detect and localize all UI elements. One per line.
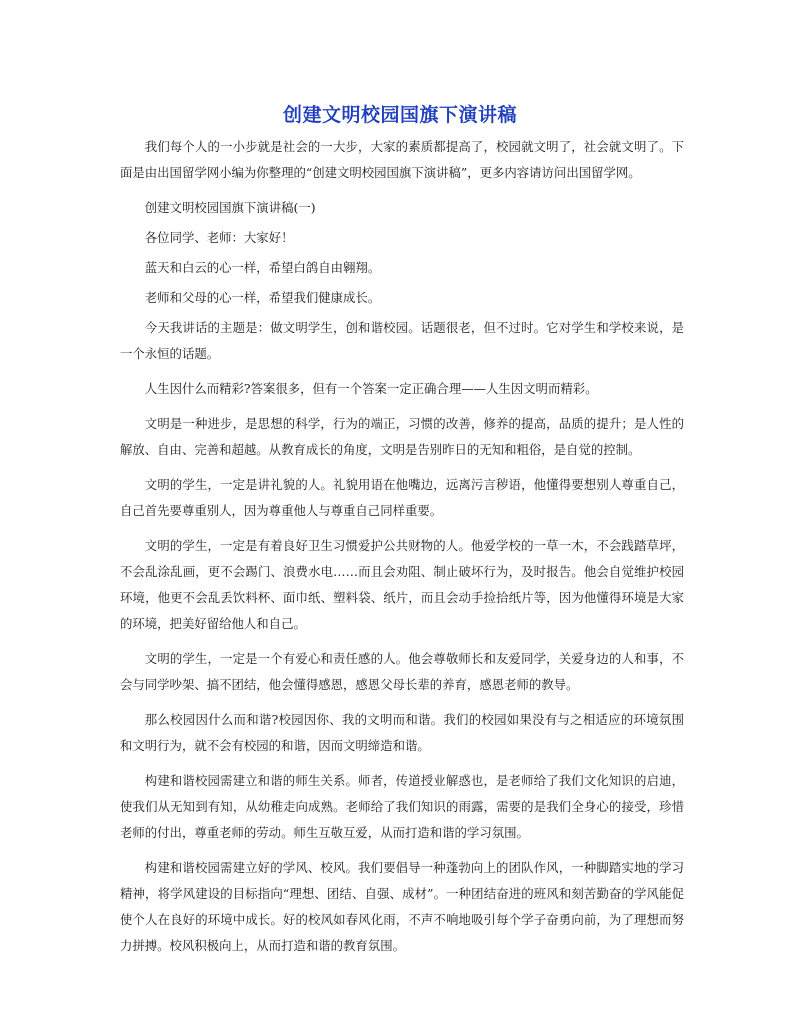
paragraph: 那么校园因什么而和谐?校园因你、我的文明而和谐。我们的校园如果没有与之相适应的环境氛围和文明行为，就不会有校园的和谐，因而文明缔造和谐。 [120,712,684,753]
paragraph-section-heading: 创建文明校园国旗下演讲稿(一) [144,200,316,215]
paragraph: 人生因什么而精彩?答案很多，但有一个答案一定正确合理——人生因文明而精彩。 [144,381,598,396]
document-body [120,134,684,968]
paragraph: 构建和谐校园需建立和谐的师生关系。师者，传道授业解惑也，是老师给了我们文化知识的启迪，使我们从无知到有知，从幼稚走向成熟。老师给了我们知识的雨露，需要的是我们全身心的接受，珍惜老师的付出，尊重老师的劳动。师生互敬互爱，从而打造和谐的学习氛围。 [120,773,684,840]
paragraph: 老师和父母的心一样，希望我们健康成长。 [144,290,381,305]
paragraph-intro: 我们每个人的一小步就是社会的一大步，大家的素质都提高了，校园就文明了，社会就文明了。下面是由出国留学网小编为你整理的“创建文明校园国旗下演讲稿”，更多内容请访问出国留学网。 [120,139,684,180]
paragraph: 构建和谐校园需建立好的学风、校风。我们要倡导一种蓬勃向上的团队作风，一种脚踏实地的学习精神，将学风建设的目标指向“理想、团结、自强、成材”。一种团结奋进的班风和刻苦勤奋的学风能促使个人在良好的环境中成长。好的校风如春风化雨，不声不响地吸引每个学子奋勇向前，为了理想而努力拼搏。校风积极向上，从而打造和谐的教育氛围。 [120,860,684,953]
paragraph: 文明是一种进步，是思想的科学，行为的端正，习惯的改善，修养的提高，品质的提升；是人性的解放、自由、完善和超越。从教育成长的角度，文明是告别昨日的无知和粗俗，是自觉的控制。 [120,416,684,457]
paragraph: 文明的学生，一定是一个有爱心和责任感的人。他会尊敬师长和友爱同学，关爱身边的人和事，不会与同学吵架、搞不团结，他会懂得感恩，感恩父母长辈的养育，感恩老师的教导。 [120,651,684,692]
paragraph: 文明的学生，一定是讲礼貌的人。礼貌用语在他嘴边，远离污言秽语，他懂得要想别人尊重自己，自己首先要尊重别人，因为尊重他人与尊重自己同样重要。 [120,477,684,518]
paragraph: 蓝天和白云的心一样，希望白鸽自由翱翔。 [144,260,381,275]
document-title: 创建文明校园国旗下演讲稿 [282,104,517,126]
paragraph: 今天我讲话的主题是：做文明学生，创和谐校园。话题很老，但不过时。它对学生和学校来说，是一个永恒的话题。 [120,320,684,361]
paragraph-greeting: 各位同学、老师：大家好！ [144,230,294,245]
paragraph: 文明的学生，一定是有着良好卫生习惯爱护公共财物的人。他爱学校的一草一木，不会践踏草坪，不会乱涂乱画，更不会踢门、浪费水电……而且会劝阻、制止破坏行为，及时报告。他会自觉维护校园环境，他更不会乱丢饮料杯、面巾纸、塑料袋、纸片，而且会动手捡拾纸片等，因为他懂得环境是大家的环境，把美好留给他人和自己。 [120,538,684,631]
